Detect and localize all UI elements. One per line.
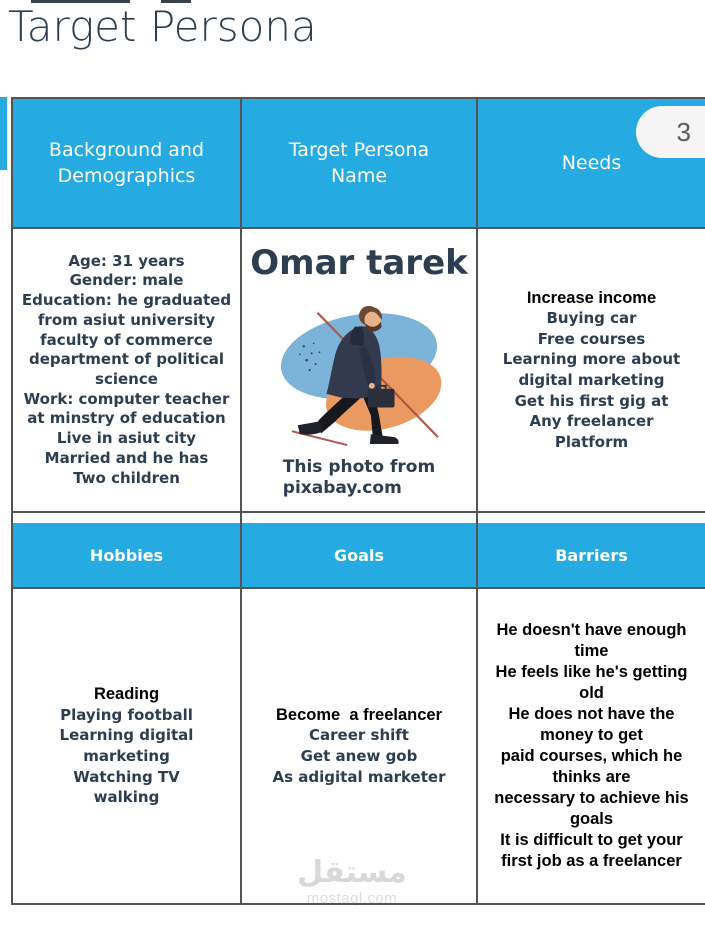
text-line: department of political xyxy=(28,350,225,369)
text-line: He doesn't have enough xyxy=(496,621,687,639)
text-line: Watching TV xyxy=(73,767,180,786)
text-line: Get anew gob xyxy=(300,747,418,765)
slide-number: 3 xyxy=(676,117,691,147)
text-line: science xyxy=(95,370,158,388)
text-line: at minstry of education xyxy=(27,409,226,428)
header-label: Goals xyxy=(334,545,384,565)
header-label: Background and Demographics xyxy=(48,138,205,187)
text-line: He does not have the xyxy=(508,705,675,723)
text-line: Education: he graduated xyxy=(21,291,232,310)
header-label: Barriers xyxy=(555,545,628,565)
text-line: This photo from xyxy=(282,457,436,477)
text-line: walking xyxy=(93,788,160,807)
header-cell-hobbies xyxy=(11,523,242,589)
text-line: digital marketing xyxy=(518,371,665,389)
header-cell-goals xyxy=(242,523,478,589)
cell-hobbies xyxy=(11,589,242,905)
text-line: Learning more about xyxy=(502,350,681,369)
text-line: faculty of commerce xyxy=(40,330,213,349)
header-cell-barriers xyxy=(478,523,705,589)
cell-needs xyxy=(478,229,705,513)
text-line: Work: computer teacher xyxy=(23,389,230,408)
walking-man-illustration xyxy=(270,297,448,447)
header-label: Target Persona Name xyxy=(288,138,430,187)
briefcase xyxy=(368,389,395,408)
text-line: Gender: male xyxy=(69,271,184,290)
cell-persona xyxy=(242,229,478,513)
text-line: goals xyxy=(569,810,614,828)
persona-table xyxy=(11,97,705,905)
page-title: Target Persona xyxy=(8,2,317,51)
text-line: Platform xyxy=(554,432,629,451)
front-shoe xyxy=(370,434,399,444)
text-line: Get his first gig at xyxy=(514,391,669,410)
text-line: paid courses, which he xyxy=(500,747,683,765)
text-line: pixabay.com xyxy=(282,478,402,498)
text-line: Two children xyxy=(73,468,180,487)
text-line: Live in asiut city xyxy=(56,429,197,448)
text-line: Free courses xyxy=(537,329,646,348)
gap-row-cell xyxy=(478,513,705,523)
text-line: Playing football xyxy=(60,705,193,724)
text-line: necessary to achieve his xyxy=(494,789,689,807)
persona-name: Omar tarek xyxy=(250,243,468,283)
gap-row-cell xyxy=(11,513,242,523)
text-line: Become a freelancer xyxy=(275,705,442,724)
text-line: Married and he has xyxy=(44,448,209,467)
text-line: Any freelancer xyxy=(529,412,654,431)
left-accent-bar xyxy=(0,97,7,170)
header-cell-background-demographics xyxy=(11,97,242,229)
photo-caption xyxy=(283,457,435,499)
slide-number-badge xyxy=(636,106,705,158)
cell-goals xyxy=(242,589,478,905)
watermark-domain: mostaql.com xyxy=(306,890,398,907)
header-label: Needs xyxy=(561,151,622,174)
text-line: old xyxy=(579,684,604,702)
back-shoe xyxy=(298,421,324,434)
text-line: As adigital marketer xyxy=(272,767,446,786)
text-line: money to get xyxy=(540,726,643,744)
cell-barriers xyxy=(478,589,705,905)
text-line: He feels like he's getting xyxy=(495,663,688,681)
text-line: Increase income xyxy=(526,288,657,307)
header-label: Hobbies xyxy=(89,545,164,565)
gap-row-cell xyxy=(242,513,478,523)
text-line: Reading xyxy=(93,685,160,704)
text-line: thinks are xyxy=(552,768,631,786)
text-line: from asiut university xyxy=(37,310,216,329)
text-line: marketing xyxy=(83,747,170,765)
hand xyxy=(369,383,375,389)
cell-background-demographics xyxy=(11,229,242,513)
text-line: Learning digital xyxy=(59,726,194,745)
text-line: Age: 31 years xyxy=(68,251,185,270)
text-line: Career shift xyxy=(309,726,409,745)
text-line: first job as a freelancer xyxy=(501,852,682,870)
watermark-arabic: مستقل xyxy=(297,855,407,890)
text-line: time xyxy=(574,642,609,660)
text-line: It is difficult to get your xyxy=(500,831,683,849)
text-line: Buying car xyxy=(546,309,637,328)
header-cell-target-persona-name xyxy=(242,97,478,229)
